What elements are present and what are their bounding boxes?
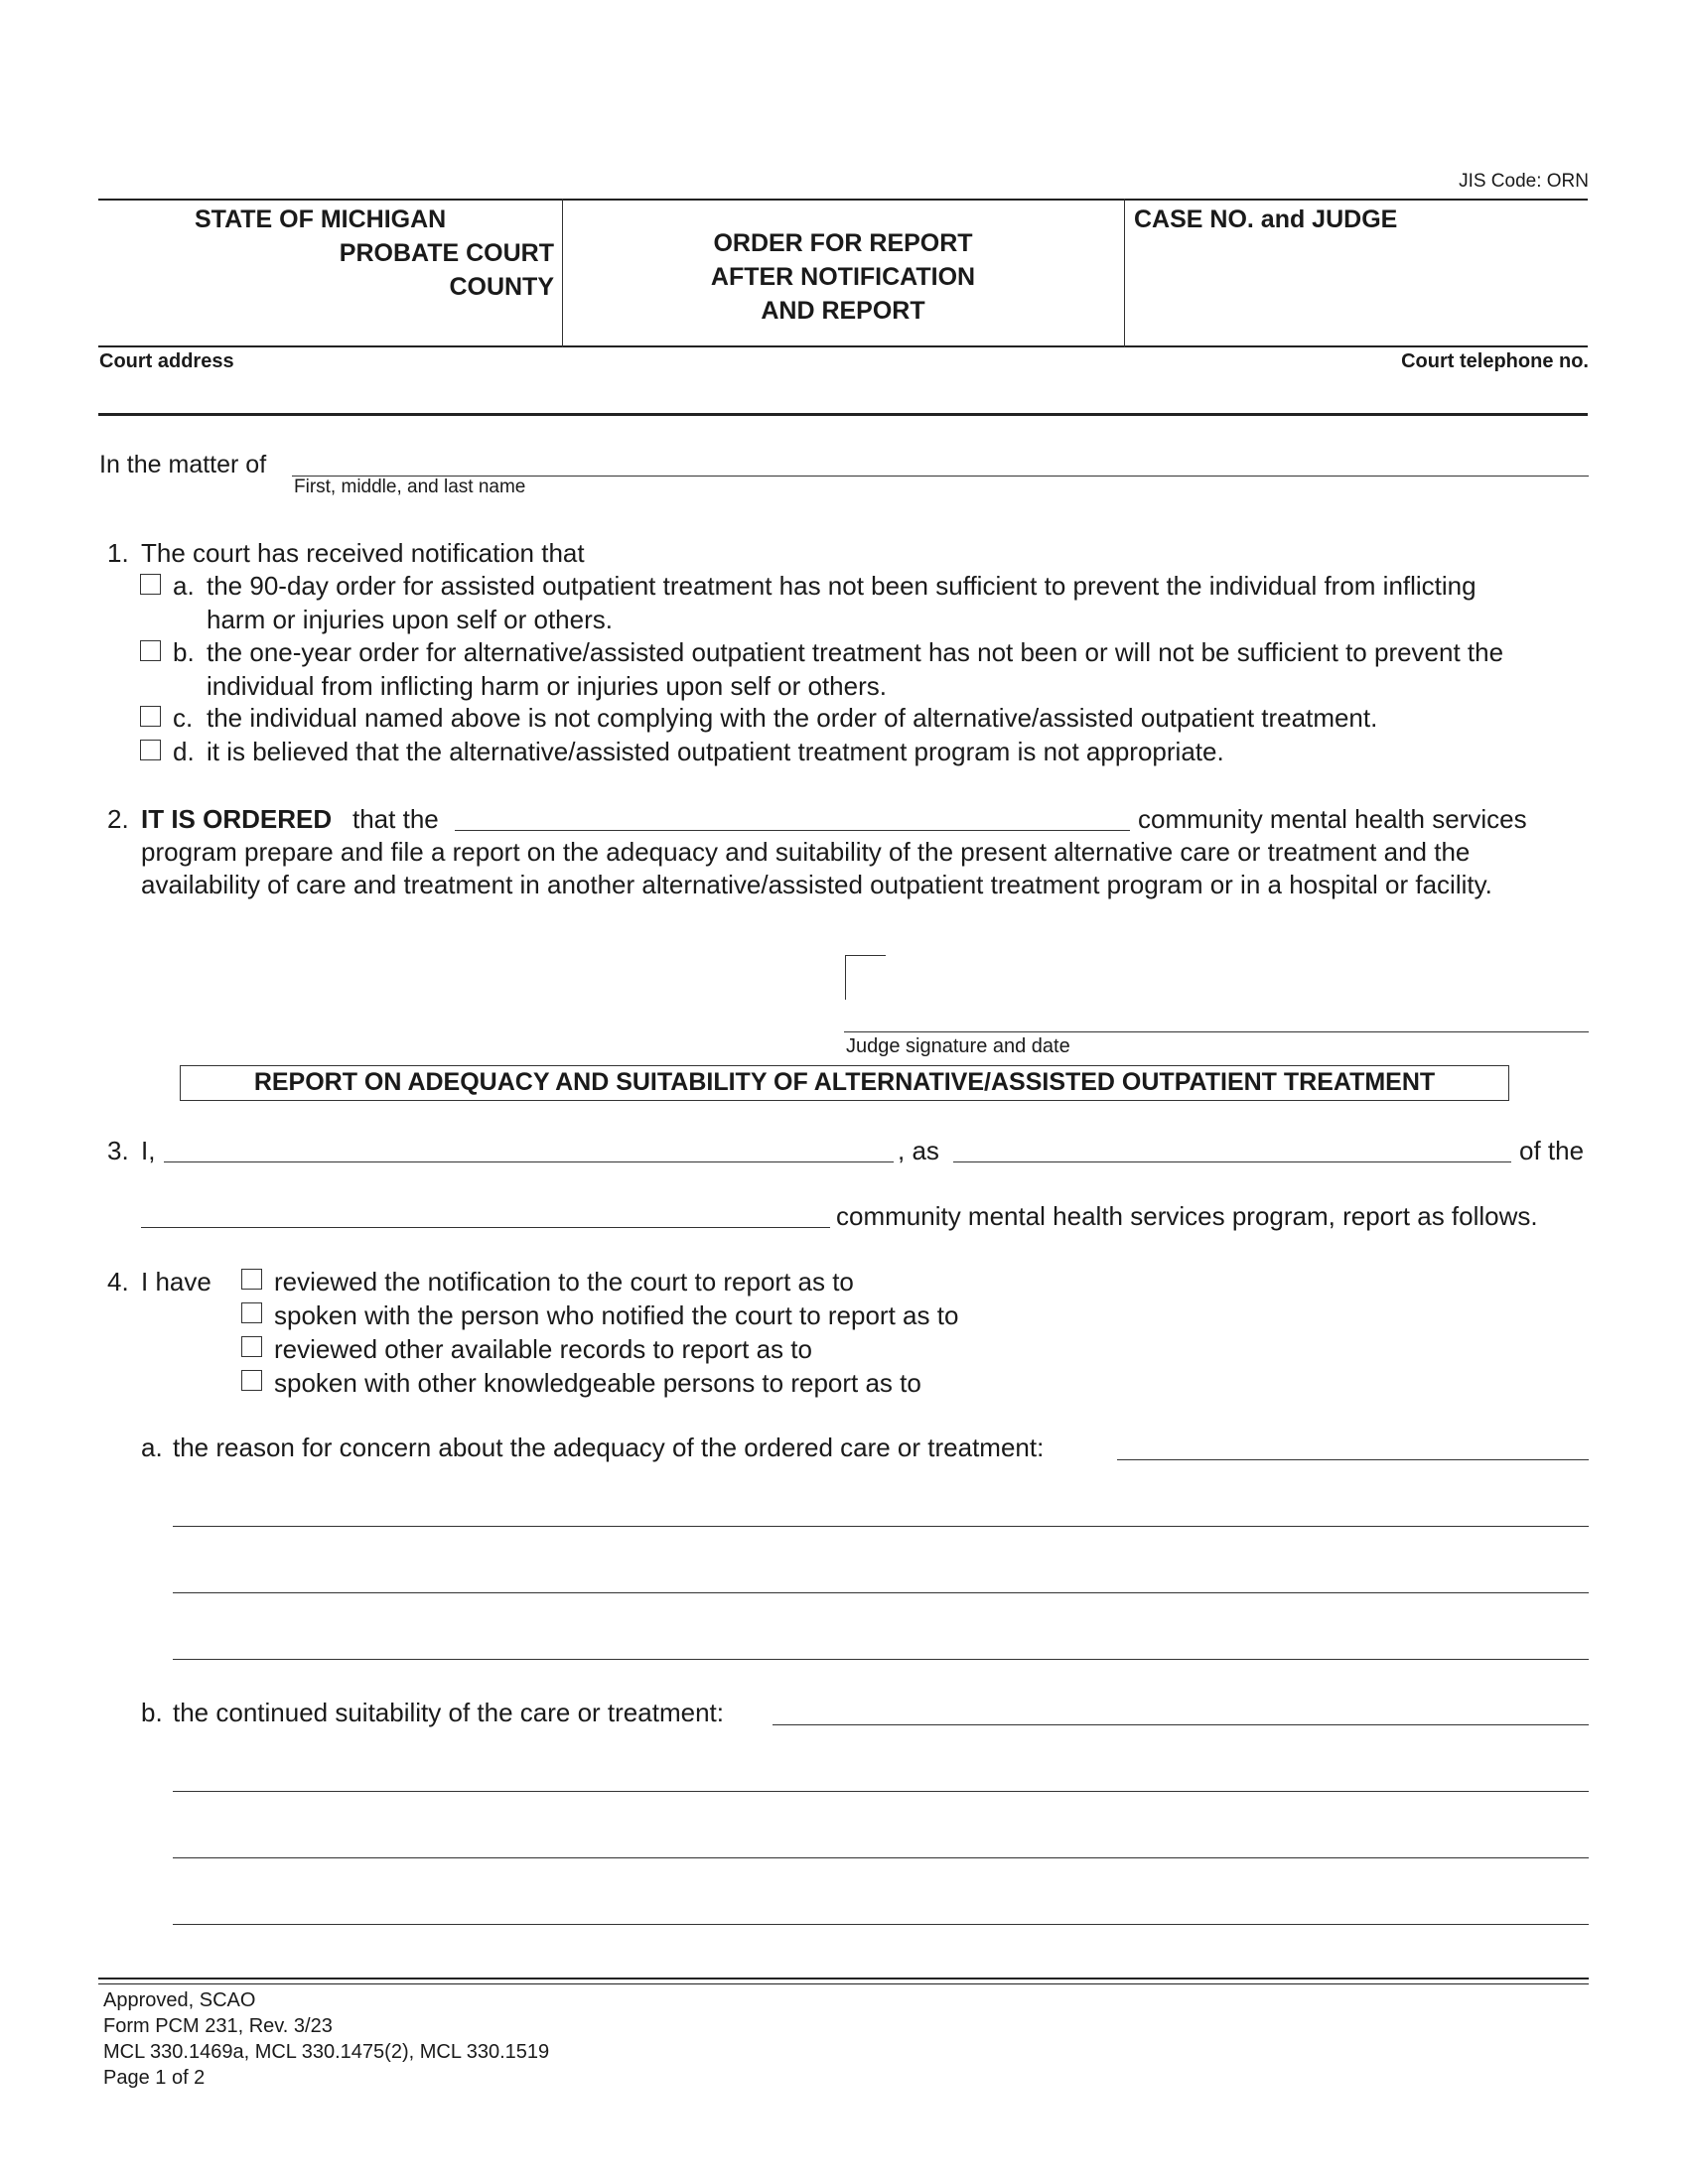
reporter-title-field[interactable] xyxy=(953,1161,1511,1162)
item1-letter-d: d. xyxy=(173,737,195,766)
item4-option-2: spoken with the person who notified the court to report as to xyxy=(274,1300,959,1330)
item1-number: 1. xyxy=(107,538,129,568)
item4b-field-line-3[interactable] xyxy=(173,1857,1589,1858)
item4a-field-line-3[interactable] xyxy=(173,1592,1589,1593)
footer-block xyxy=(103,1987,549,2091)
item4b-letter: b. xyxy=(141,1698,163,1727)
item4a-field-line-1[interactable] xyxy=(1117,1459,1589,1460)
cmh-program-field[interactable] xyxy=(455,830,1130,831)
item1-letter-b: b. xyxy=(173,637,195,667)
item4a-text: the reason for concern about the adequacy of the ordered care or treatment: xyxy=(173,1433,1045,1462)
item3-of-the: of the xyxy=(1519,1136,1585,1165)
item1-checkbox-b[interactable] xyxy=(140,640,161,661)
item1-letter-c: c. xyxy=(173,703,194,733)
form-title xyxy=(562,226,1124,328)
item1-text-d: it is believed that the alternative/assisted outpatient treatment program is not appropriate. xyxy=(207,737,1224,766)
item4a-field-line-4[interactable] xyxy=(173,1659,1589,1660)
item4a-letter: a. xyxy=(141,1433,163,1462)
form-title-line2: AFTER NOTIFICATION xyxy=(710,263,976,291)
item4b-text: the continued suitability of the care or treatment: xyxy=(173,1698,724,1727)
item1-text-b-cont: individual from inflicting harm or injuries upon self or others. xyxy=(207,671,887,701)
header-divider-right xyxy=(1124,199,1125,347)
item4-option-4: spoken with other knowledgeable persons to report as to xyxy=(274,1368,921,1398)
item4b-field-line-1[interactable] xyxy=(773,1724,1589,1725)
item3-number: 3. xyxy=(107,1136,129,1165)
item4-checkbox-1[interactable] xyxy=(241,1269,262,1290)
jis-code: JIS Code: ORN xyxy=(1459,171,1589,192)
footer-mcl: MCL 330.1469a, MCL 330.1475(2), MCL 330.1519 xyxy=(103,2041,550,2063)
case-number-field[interactable] xyxy=(1134,238,1581,341)
footer-rule-top xyxy=(98,1978,1589,1979)
header-county: COUNTY xyxy=(449,273,554,301)
item3-cmh-report: community mental health services program, report as follows. xyxy=(836,1201,1538,1231)
matter-sublabel: First, middle, and last name xyxy=(294,477,526,497)
item4-checkbox-3[interactable] xyxy=(241,1336,262,1357)
item3-i: I, xyxy=(141,1136,156,1165)
item4-option-1: reviewed the notification to the court to report as to xyxy=(274,1267,854,1297)
item4b-field-line-4[interactable] xyxy=(173,1924,1589,1925)
signature-corner-mark xyxy=(845,955,886,1000)
footer-rule-bottom xyxy=(98,1983,1589,1984)
item4-number: 4. xyxy=(107,1267,129,1297)
item1-checkbox-a[interactable] xyxy=(140,574,161,595)
item4-i-have: I have xyxy=(141,1267,211,1297)
footer-page: Page 1 of 2 xyxy=(103,2067,206,2089)
item2-that-the: that the xyxy=(352,804,439,834)
item2-line2: program prepare and file a report on the adequacy and suitability of the present alternative care or treatment and the xyxy=(141,837,1471,867)
item1-intro: The court has received notification that xyxy=(141,538,585,568)
court-phone-label: Court telephone no. xyxy=(1401,350,1589,372)
item4a-field-line-2[interactable] xyxy=(173,1526,1589,1527)
item4-option-3: reviewed other available records to report as to xyxy=(274,1334,812,1364)
item1-letter-a: a. xyxy=(173,571,195,601)
item1-checkbox-d[interactable] xyxy=(140,740,161,760)
judge-signature-label: Judge signature and date xyxy=(846,1035,1070,1057)
header-court: PROBATE COURT xyxy=(339,239,554,267)
item1-text-a: the 90-day order for assisted outpatient treatment has not been sufficient to prevent the individual from inflicting xyxy=(207,571,1477,601)
form-title-line3: AND REPORT xyxy=(761,297,925,325)
item2-line3: availability of care and treatment in another alternative/assisted outpatient treatment program or in a hospital or facility. xyxy=(141,870,1492,899)
item4-checkbox-2[interactable] xyxy=(241,1302,262,1323)
report-title: REPORT ON ADEQUACY AND SUITABILITY OF ALTERNATIVE/ASSISTED OUTPATIENT TREATMENT xyxy=(180,1065,1509,1101)
item4b-field-line-2[interactable] xyxy=(173,1791,1589,1792)
court-address-field[interactable] xyxy=(99,375,1489,411)
item1-text-b: the one-year order for alternative/assisted outpatient treatment has not been or will not be sufficient to prevent the xyxy=(207,637,1504,667)
header-state: STATE OF MICHIGAN xyxy=(195,205,447,233)
item4-checkbox-4[interactable] xyxy=(241,1370,262,1391)
court-address-label: Court address xyxy=(99,350,234,372)
reporter-name-field[interactable] xyxy=(164,1161,894,1162)
case-number-label: CASE NO. and JUDGE xyxy=(1134,205,1398,233)
footer-approved: Approved, SCAO xyxy=(103,1989,256,2011)
cmh-name-field[interactable] xyxy=(141,1227,830,1228)
item2-cmh: community mental health services xyxy=(1138,804,1527,834)
item2-number: 2. xyxy=(107,804,129,834)
item1-text-a-cont: harm or injuries upon self or others. xyxy=(207,605,613,634)
item1-checkbox-c[interactable] xyxy=(140,706,161,727)
item2-ordered: IT IS ORDERED xyxy=(141,804,333,834)
judge-signature-field[interactable] xyxy=(844,953,1589,1030)
court-address-rule xyxy=(98,413,1588,416)
form-title-line1: ORDER FOR REPORT xyxy=(713,229,973,257)
judge-signature-line xyxy=(844,1031,1589,1032)
matter-label: In the matter of xyxy=(99,451,267,478)
item3-as: , as xyxy=(898,1136,939,1165)
footer-form: Form PCM 231, Rev. 3/23 xyxy=(103,2015,333,2037)
item1-text-c: the individual named above is not complying with the order of alternative/assisted outpatient treatment. xyxy=(207,703,1378,733)
